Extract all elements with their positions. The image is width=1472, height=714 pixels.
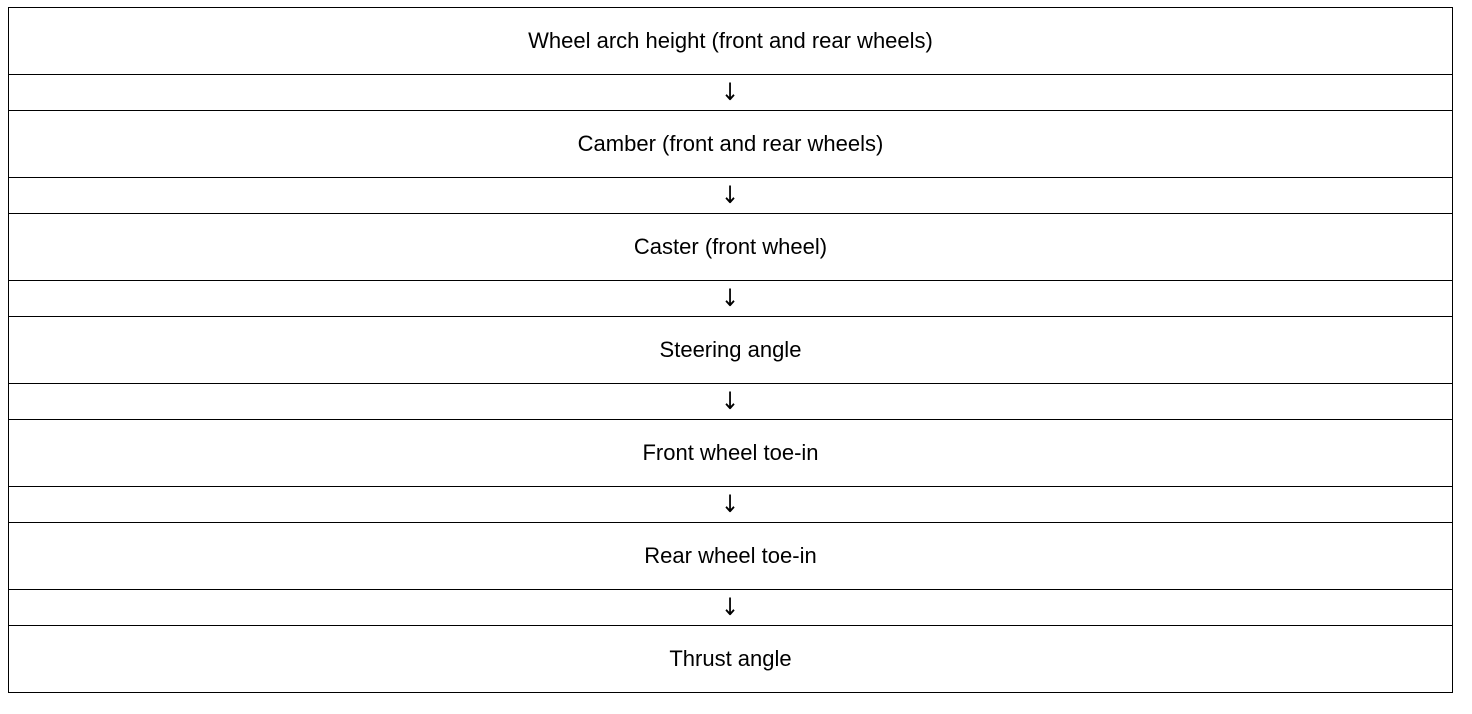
down-arrow-icon: ↓	[721, 593, 740, 621]
step-row	[9, 420, 1453, 487]
step-row	[9, 8, 1453, 75]
step-row	[9, 626, 1453, 693]
down-arrow-icon: ↓	[721, 181, 740, 209]
alignment-procedure-flowchart	[8, 7, 1453, 693]
down-arrow-icon: ↓	[721, 387, 740, 415]
step-caster: Caster (front wheel)	[9, 214, 1453, 281]
step-steering-angle: Steering angle	[9, 317, 1453, 384]
connector-cell	[9, 590, 1453, 626]
step-row	[9, 214, 1453, 281]
connector-cell	[9, 178, 1453, 214]
step-row	[9, 523, 1453, 590]
connector-cell	[9, 384, 1453, 420]
connector-row	[9, 590, 1453, 626]
step-rear-wheel-toe-in: Rear wheel toe-in	[9, 523, 1453, 590]
down-arrow-icon: ↓	[721, 490, 740, 518]
step-front-wheel-toe-in: Front wheel toe-in	[9, 420, 1453, 487]
connector-row	[9, 75, 1453, 111]
step-row	[9, 317, 1453, 384]
step-camber: Camber (front and rear wheels)	[9, 111, 1453, 178]
step-row	[9, 111, 1453, 178]
step-thrust-angle: Thrust angle	[9, 626, 1453, 693]
connector-cell	[9, 281, 1453, 317]
connector-cell	[9, 487, 1453, 523]
connector-cell	[9, 75, 1453, 111]
connector-row	[9, 384, 1453, 420]
connector-row	[9, 281, 1453, 317]
step-wheel-arch-height: Wheel arch height (front and rear wheels)	[9, 8, 1453, 75]
down-arrow-icon: ↓	[721, 78, 740, 106]
connector-row	[9, 487, 1453, 523]
down-arrow-icon: ↓	[721, 284, 740, 312]
connector-row	[9, 178, 1453, 214]
